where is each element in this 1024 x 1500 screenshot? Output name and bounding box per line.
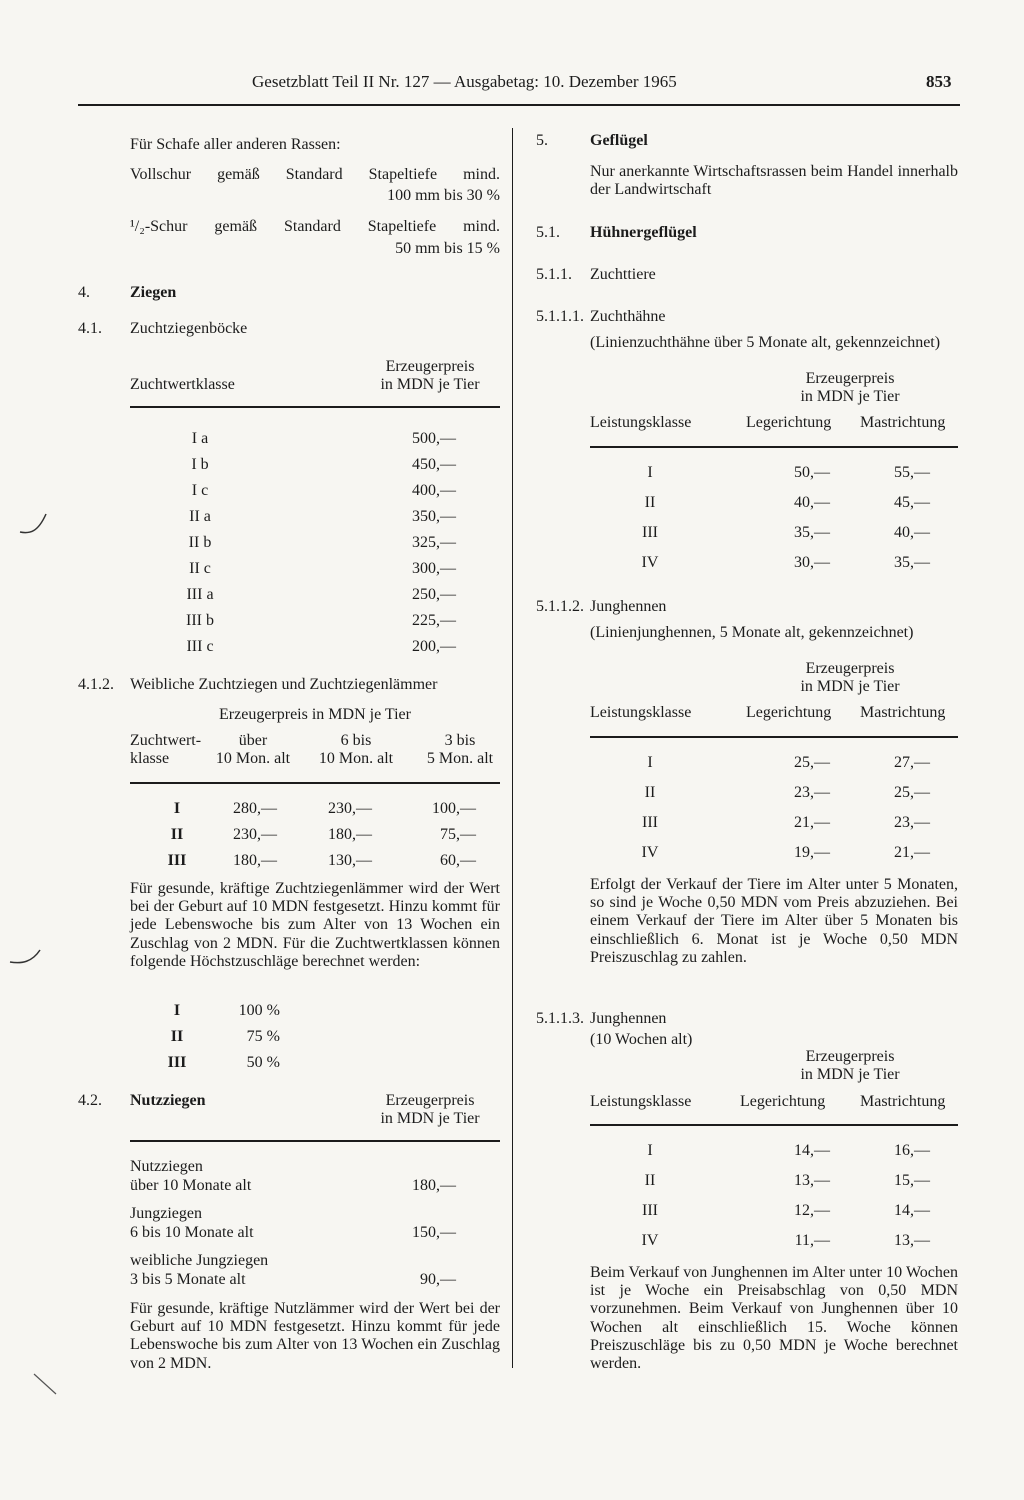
section-5-1-1-2-title: Junghennen <box>590 598 667 615</box>
section-5-1-1-1-subtitle: (Linienzuchthähne über 5 Monate alt, gekennzeichnet) <box>590 334 941 351</box>
t5-cell-leg: 21,— <box>794 814 830 831</box>
t1-cell-price: 450,— <box>412 456 456 473</box>
section-5-text: Nur anerkannte Wirtschaftsrassen beim Handel innerhalb der Landwirtschaft <box>590 163 958 199</box>
t1-cell-price: 350,— <box>412 508 456 525</box>
t5-col-mast: Mastrichtung <box>860 704 946 721</box>
t1-cell-class: II c <box>189 560 211 577</box>
t4-col-lk: Leistungsklasse <box>590 414 692 431</box>
t5-cell-leg: 23,— <box>794 784 830 801</box>
section-5-1-1-1-title: Zuchthähne <box>590 308 666 325</box>
t6-rule <box>590 1124 958 1126</box>
t5-cell-mast: 25,— <box>894 784 930 801</box>
t6-cell-class: III <box>642 1202 658 1219</box>
section-4-2-title: Nutzziegen <box>130 1092 206 1109</box>
t5-col-lk: Leistungsklasse <box>590 704 692 721</box>
t5-cell-leg: 25,— <box>794 754 830 771</box>
zuschlag-class: III <box>167 1054 187 1071</box>
t2-cell-ueber10: 280,— <box>233 800 277 817</box>
t1-cell-class: I b <box>191 456 209 473</box>
vollschur-line2: 100 mm bis 30 % <box>387 187 500 204</box>
section-5-1-number: 5.1. <box>536 224 560 241</box>
t4-cell-class: III <box>642 524 658 541</box>
t3-cell-label1: Jungziegen <box>130 1205 202 1222</box>
t2-h2a: über <box>238 732 268 749</box>
t6-col-mast: Mastrichtung <box>860 1093 946 1110</box>
t5-col-leg: Legerichtung <box>746 704 832 721</box>
t1-cell-class: I a <box>191 430 209 447</box>
t5-cell-class: I <box>647 754 653 771</box>
section-5-number: 5. <box>536 132 548 149</box>
t6-cell-mast: 13,— <box>894 1232 930 1249</box>
t2-cell-3bis5: 75,— <box>440 826 476 843</box>
t6-cell-class: II <box>644 1172 656 1189</box>
halbschur-line1: ¹/₂-Schur gemäß Standard Stapeltiefe mind. <box>130 218 500 235</box>
t3-cell-label2: 3 bis 5 Monate alt <box>130 1271 246 1288</box>
t6-cell-leg: 13,— <box>794 1172 830 1189</box>
t5-cell-class: III <box>642 814 658 831</box>
t4-col-erz1: Erzeugerpreis <box>805 370 895 387</box>
t1-cell-class: II b <box>188 534 212 551</box>
t4-cell-mast: 35,— <box>894 554 930 571</box>
t1-cell-price: 500,— <box>412 430 456 447</box>
t1-cell-price: 325,— <box>412 534 456 551</box>
t2-cell-3bis5: 60,— <box>440 852 476 869</box>
t4-cell-class: I <box>647 464 653 481</box>
t4-cell-class: IV <box>641 554 659 571</box>
section-5-1-1-3-number: 5.1.1.3. <box>536 1010 584 1027</box>
t6-cell-mast: 14,— <box>894 1202 930 1219</box>
t5-cell-class: IV <box>641 844 659 861</box>
t5-cell-mast: 23,— <box>894 814 930 831</box>
t3-cell-price: 180,— <box>412 1177 456 1194</box>
t3-col-1: Erzeugerpreis <box>385 1092 475 1109</box>
paragraph-nutzlaemmer: Für gesunde, kräftige Nutzlämmer wird der Wert bei der Geburt auf 10 MDN festgesetzt. Hinzu kommt für jede Lebenswoche bis zum Alter von 13 Wochen ein Zuschlag von 2 MDN. <box>130 1300 500 1372</box>
t6-cell-leg: 12,— <box>794 1202 830 1219</box>
t3-cell-label2: über 10 Monate alt <box>130 1177 252 1194</box>
t3-cell-price: 90,— <box>420 1271 456 1288</box>
t2-cell-class: III <box>167 852 187 869</box>
t1-cell-class: III a <box>186 586 214 603</box>
t1-col-right-2: in MDN je Tier <box>380 376 480 393</box>
t1-cell-class: II a <box>189 508 211 525</box>
zuschlag-percent: 50 % <box>246 1054 280 1071</box>
t4-col-mast: Mastrichtung <box>860 414 946 431</box>
t5-rule <box>590 736 958 738</box>
section-5-1-1-number: 5.1.1. <box>536 266 572 283</box>
t4-cell-class: II <box>644 494 656 511</box>
t5-cell-class: II <box>644 784 656 801</box>
t6-col-leg: Legerichtung <box>740 1093 826 1110</box>
t1-col-right-1: Erzeugerpreis <box>385 358 475 375</box>
section-4-2-number: 4.2. <box>78 1092 102 1109</box>
zuschlag-class: II <box>170 1028 184 1045</box>
t4-rule <box>590 446 958 448</box>
t6-col-erz1: Erzeugerpreis <box>805 1048 895 1065</box>
margin-checkmark-2 <box>8 944 42 974</box>
t6-col-erz2: in MDN je Tier <box>800 1066 900 1083</box>
margin-checkmark-1 <box>18 510 48 540</box>
section-5-1-1-title: Zuchttiere <box>590 266 656 283</box>
t3-cell-price: 150,— <box>412 1224 456 1241</box>
t2-rule <box>130 782 500 784</box>
t1-cell-price: 225,— <box>412 612 456 629</box>
t3-cell-label1: weibliche Jungziegen <box>130 1252 269 1269</box>
t6-cell-leg: 11,— <box>794 1232 830 1249</box>
t2-h1b: klasse <box>130 750 170 767</box>
t2-cell-ueber10: 180,— <box>233 852 277 869</box>
t1-cell-class: I c <box>191 482 209 499</box>
t2-super-header: Erzeugerpreis in MDN je Tier <box>219 706 411 723</box>
t1-cell-price: 400,— <box>412 482 456 499</box>
t5-cell-mast: 27,— <box>894 754 930 771</box>
section-5-1-1-3-title: Junghennen <box>590 1010 667 1027</box>
vollschur-line1: Vollschur gemäß Standard Stapeltiefe mind. <box>130 166 500 183</box>
t2-h3b: 10 Mon. alt <box>318 750 394 767</box>
t6-cell-mast: 16,— <box>894 1142 930 1159</box>
section-4-1-2-number: 4.1.2. <box>78 676 114 693</box>
section-5-title: Geflügel <box>590 132 648 149</box>
t6-cell-leg: 14,— <box>794 1142 830 1159</box>
t1-cell-class: III c <box>186 638 214 655</box>
t5-cell-mast: 21,— <box>894 844 930 861</box>
t1-cell-price: 250,— <box>412 586 456 603</box>
t2-cell-ueber10: 230,— <box>233 826 277 843</box>
paragraph-junghennen-verkauf: Beim Verkauf von Junghennen im Alter unter 10 Wochen ist je Woche ein Preisabschlag von 0,50 MDN vorzunehmen. Beim Verkauf von Junghennen über 10 Wochen alt einschließlich 15. Woche können Preiszuschläge bis zu 0,50 MDN je Woche berechnet werden. <box>590 1264 958 1373</box>
margin-tick-3 <box>30 1370 60 1400</box>
t5-col-erz1: Erzeugerpreis <box>805 660 895 677</box>
section-4-1-2-title: Weibliche Zuchtziegen und Zuchtziegenlämmer <box>130 676 438 693</box>
t4-col-erz2: in MDN je Tier <box>800 388 900 405</box>
section-5-1-title: Hühnergeflügel <box>590 224 697 241</box>
section-5-1-1-2-subtitle: (Linienjunghennen, 5 Monate alt, gekennzeichnet) <box>590 624 914 641</box>
zuschlag-percent: 75 % <box>246 1028 280 1045</box>
section-5-1-1-3-subtitle: (10 Wochen alt) <box>590 1031 693 1048</box>
t4-cell-mast: 45,— <box>894 494 930 511</box>
t1-col-left: Zuchtwertklasse <box>130 376 235 393</box>
section-4-1-title: Zuchtziegenböcke <box>130 320 248 337</box>
t2-cell-6bis10: 230,— <box>328 800 372 817</box>
t3-cell-label2: 6 bis 10 Monate alt <box>130 1224 254 1241</box>
section-5-1-1-1-number: 5.1.1.1. <box>536 308 584 325</box>
t2-cell-3bis5: 100,— <box>432 800 476 817</box>
column-divider <box>512 128 513 1368</box>
t2-h2b: 10 Mon. alt <box>215 750 291 767</box>
t4-cell-mast: 55,— <box>894 464 930 481</box>
t2-h3a: 6 bis <box>340 732 372 749</box>
halbschur-line2: 50 mm bis 15 % <box>395 240 500 257</box>
t4-cell-leg: 50,— <box>794 464 830 481</box>
section-4-number: 4. <box>78 284 90 301</box>
t2-h1a: Zuchtwert- <box>130 732 202 749</box>
paragraph-zuchtziegenlaemmer: Für gesunde, kräftige Zuchtziegenlämmer wird der Wert bei der Geburt auf 10 MDN festgesetzt. Hinzu kommt für jede Lebenswoche bis zum Alter von 13 Wochen ein Zuschlag von 2 MDN. Für die Zuchtwertklassen können folgende Höchstzuschläge berechnet werden: <box>130 880 500 970</box>
t3-col-2: in MDN je Tier <box>380 1110 480 1127</box>
t4-cell-leg: 30,— <box>794 554 830 571</box>
section-4-1-number: 4.1. <box>78 320 102 337</box>
t1-cell-price: 200,— <box>412 638 456 655</box>
t4-cell-leg: 35,— <box>794 524 830 541</box>
section-4-title: Ziegen <box>130 284 177 301</box>
t2-h4a: 3 bis <box>444 732 476 749</box>
t2-cell-class: I <box>173 800 181 817</box>
t2-cell-6bis10: 180,— <box>328 826 372 843</box>
t5-cell-leg: 19,— <box>794 844 830 861</box>
t3-rule <box>130 1140 500 1142</box>
t1-rule <box>130 406 500 408</box>
paragraph-verkauf-alter: Erfolgt der Verkauf der Tiere im Alter unter 5 Monaten, so sind je Woche 0,50 MDN vom Preis abzuziehen. Bei einem Verkauf der Tiere im Alter über 5 Monaten bis einschließlich 6. Monat ist je Woche 0,50 MDN Preiszuschlag zu zahlen. <box>590 876 958 966</box>
t6-cell-mast: 15,— <box>894 1172 930 1189</box>
page-header-title: Gesetzblatt Teil II Nr. 127 — Ausgabetag: 10. Dezember 1965 <box>252 72 677 91</box>
t2-cell-6bis10: 130,— <box>328 852 372 869</box>
header-rule <box>78 104 960 106</box>
t1-cell-class: III b <box>186 612 214 629</box>
t6-cell-class: I <box>647 1142 653 1159</box>
section-5-1-1-2-number: 5.1.1.2. <box>536 598 584 615</box>
schafe-heading: Für Schafe aller anderen Rassen: <box>130 136 341 153</box>
t4-col-leg: Legerichtung <box>746 414 832 431</box>
t3-cell-label1: Nutzziegen <box>130 1158 203 1175</box>
t5-col-erz2: in MDN je Tier <box>800 678 900 695</box>
t6-cell-class: IV <box>641 1232 659 1249</box>
zuschlag-percent: 100 % <box>238 1002 280 1019</box>
page-number: 853 <box>926 72 952 91</box>
zuschlag-class: I <box>173 1002 181 1019</box>
t6-col-lk: Leistungsklasse <box>590 1093 692 1110</box>
t2-h4b: 5 Mon. alt <box>426 750 494 767</box>
t2-cell-class: II <box>170 826 184 843</box>
t4-cell-leg: 40,— <box>794 494 830 511</box>
t4-cell-mast: 40,— <box>894 524 930 541</box>
t1-cell-price: 300,— <box>412 560 456 577</box>
